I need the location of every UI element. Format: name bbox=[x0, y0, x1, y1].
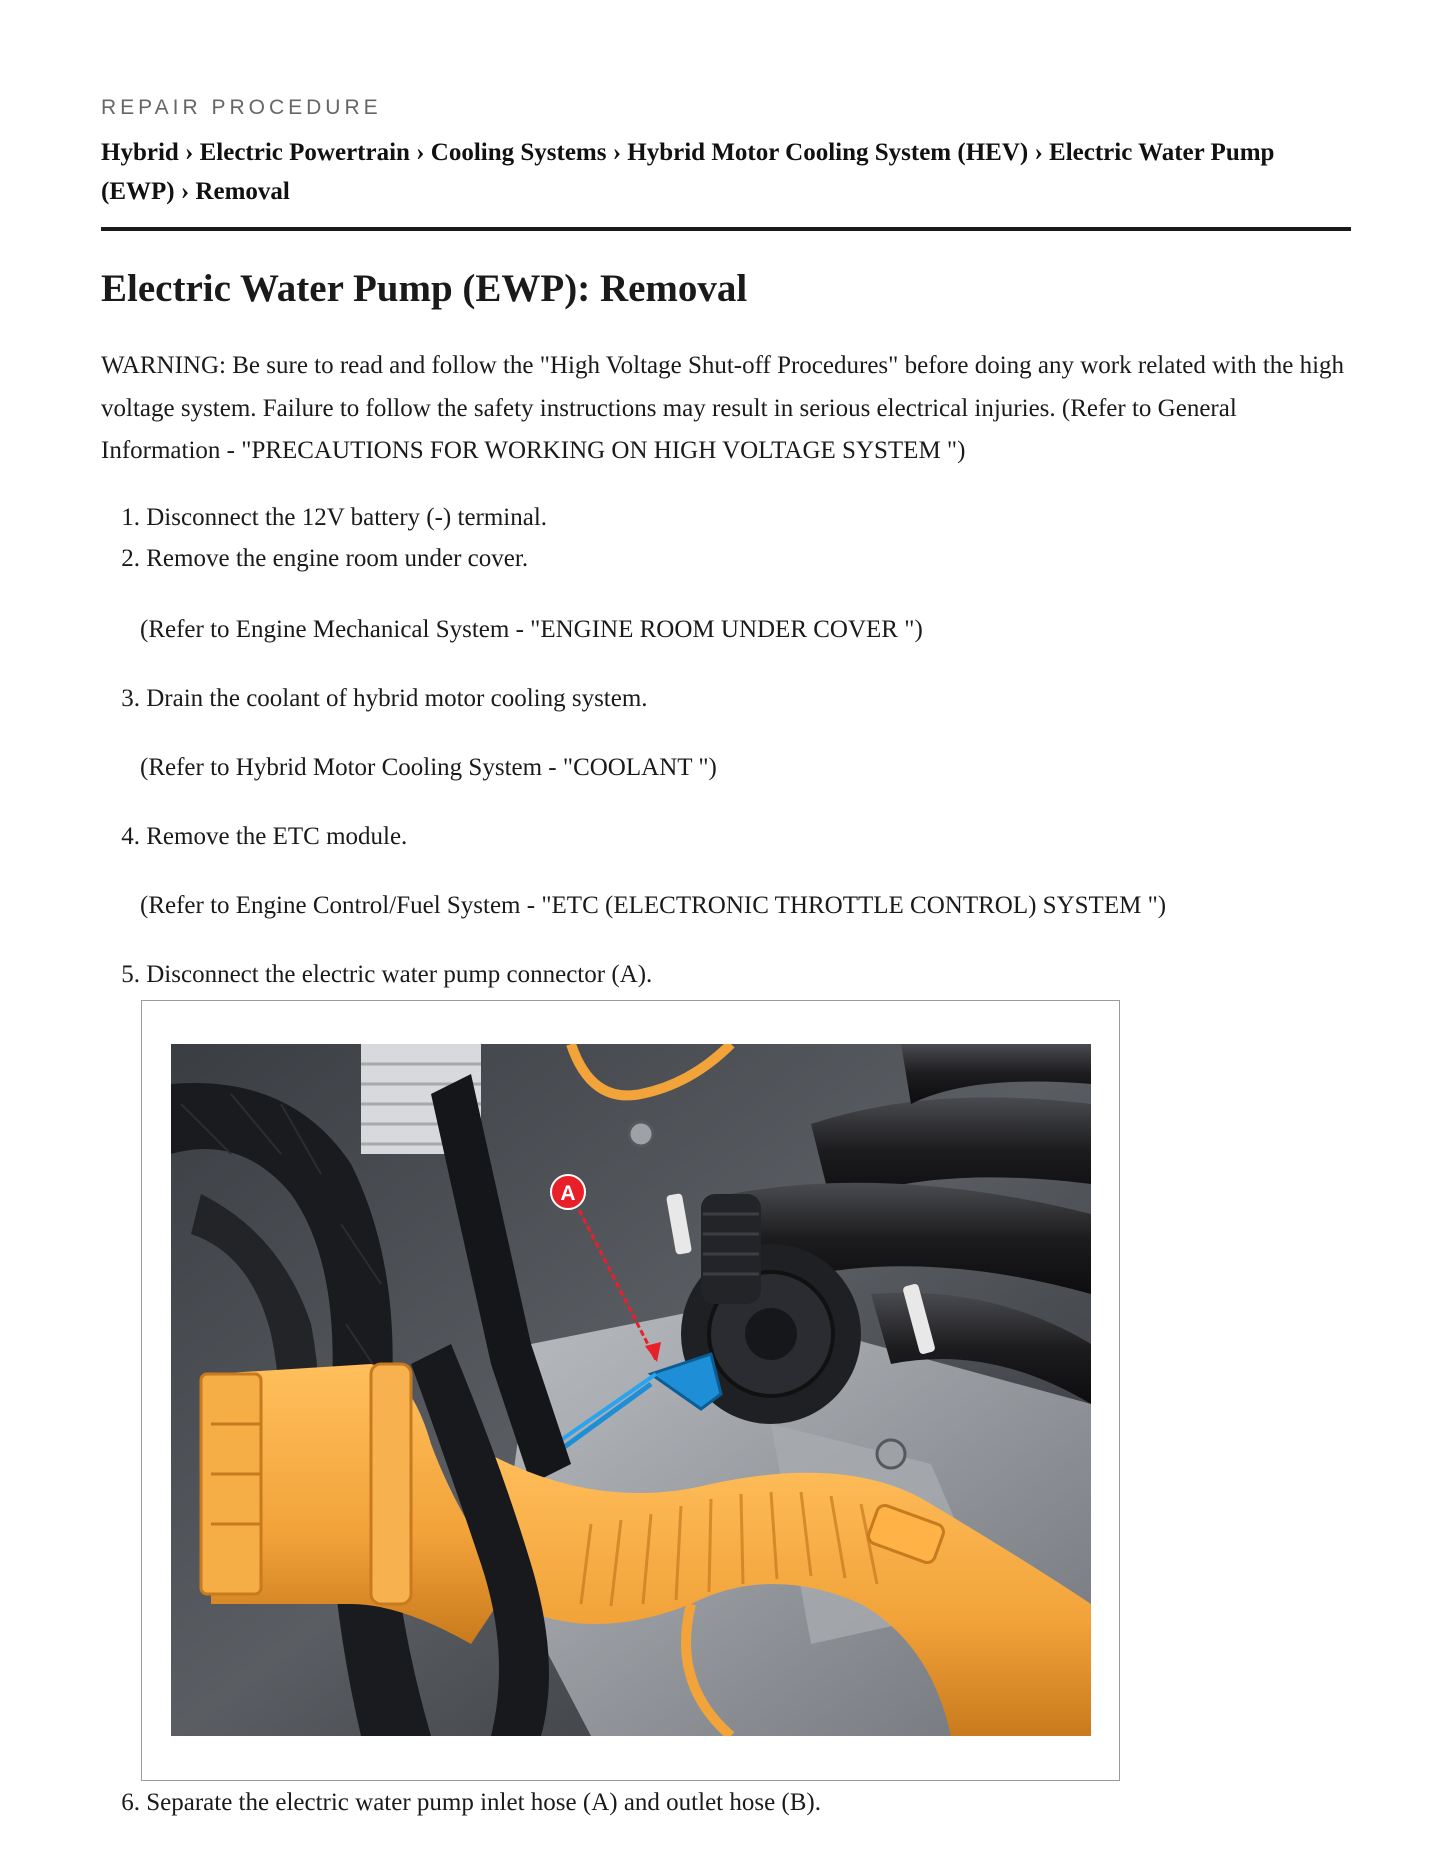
step-2-reference: (Refer to Engine Mechanical System - "ENGINE ROOM UNDER COVER ") bbox=[140, 616, 923, 643]
step-text: Drain the coolant of hybrid motor cooling system. bbox=[146, 685, 648, 712]
engine-bay-photo bbox=[171, 1044, 1091, 1736]
step-text: Disconnect the electric water pump connector (A). bbox=[146, 961, 653, 988]
step-text: Separate the electric water pump inlet hose (A) and outlet hose (B). bbox=[146, 1789, 822, 1816]
step-text: Remove the ETC module. bbox=[146, 823, 408, 850]
section-label: REPAIR PROCEDURE bbox=[101, 96, 382, 119]
step-text: Disconnect the 12V battery (-) terminal. bbox=[146, 504, 548, 531]
step-2 bbox=[101, 543, 528, 575]
warning-text: WARNING: Be sure to read and follow the "High Voltage Shut-off Procedures" before doing any work related with the high voltage system. Failure to follow the safety instructions may result in serious electrical injuries. (Refer to General Information - "PRECAUTIONS FOR WORKING ON HIGH VOLTAGE SYSTEM ") bbox=[101, 352, 1345, 464]
step-4-reference: (Refer to Engine Control/Fuel System - "ETC (ELECTRONIC THROTTLE CONTROL) SYSTEM ") bbox=[140, 892, 1167, 919]
step-3-reference: (Refer to Hybrid Motor Cooling System - "COOLANT ") bbox=[140, 754, 717, 781]
page-title: Electric Water Pump (EWP): Removal bbox=[101, 267, 748, 310]
breadcrumb: Hybrid › Electric Powertrain › Cooling Systems › Hybrid Motor Cooling System (HEV) › Electric Water Pump (EWP) › Removal bbox=[101, 139, 1275, 205]
figure-frame bbox=[141, 1000, 1120, 1781]
step-number: 5. bbox=[121, 961, 140, 988]
step-number: 1. bbox=[121, 504, 140, 531]
engine-bay-illustration bbox=[171, 1044, 1091, 1736]
step-5 bbox=[101, 959, 652, 991]
step-text: Remove the engine room under cover. bbox=[146, 545, 529, 572]
step-6 bbox=[101, 1787, 821, 1819]
step-1 bbox=[101, 502, 547, 534]
step-number: 3. bbox=[121, 685, 140, 712]
step-4 bbox=[101, 821, 407, 853]
step-number: 2. bbox=[121, 545, 140, 572]
header-divider bbox=[101, 227, 1351, 231]
step-number: 6. bbox=[121, 1789, 140, 1816]
step-3 bbox=[101, 683, 648, 715]
step-number: 4. bbox=[121, 823, 140, 850]
callout-label-a: A bbox=[560, 1182, 576, 1205]
